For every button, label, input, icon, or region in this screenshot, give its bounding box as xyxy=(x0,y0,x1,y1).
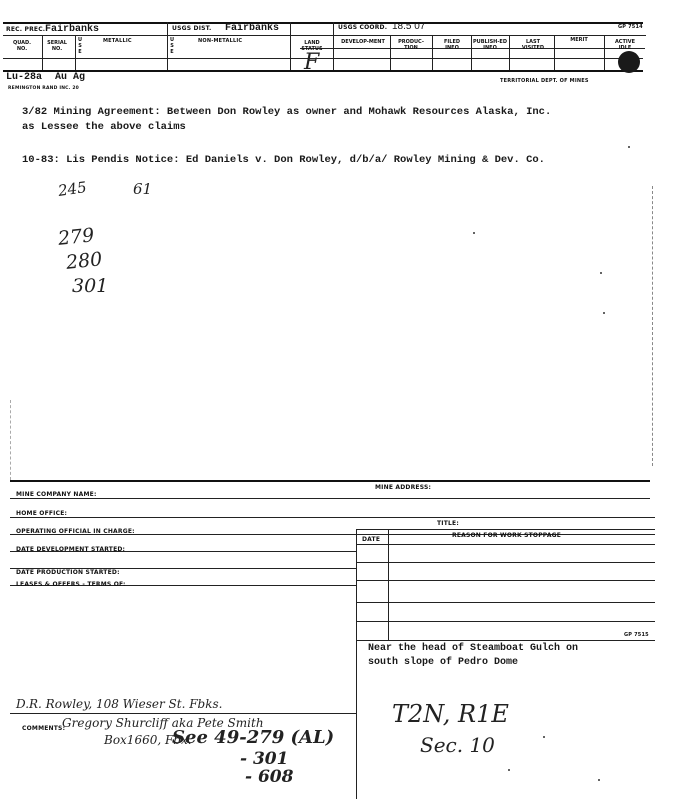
mine-company-name-label: MINE COMPANY NAME: xyxy=(16,491,97,498)
use-letters-2: U S E xyxy=(169,37,175,55)
hand-ref-245: 245 xyxy=(56,178,88,200)
title-label: TITLE: xyxy=(437,520,459,527)
hand-see-ref-608: - 608 xyxy=(245,767,294,787)
date-col-label: DATE xyxy=(362,536,381,543)
land-status-value: F xyxy=(304,50,320,75)
home-office-label: HOME OFFICE: xyxy=(16,510,68,517)
hand-comment-line1: Gregory Shurcliff aka Pete Smith xyxy=(62,716,264,730)
location-line2: south slope of Pedro Dome xyxy=(368,657,519,668)
form-number-bottom: GP 7515 xyxy=(624,632,649,638)
speck xyxy=(628,146,630,148)
speck xyxy=(508,769,510,771)
usgs-coord-label: USGS COORD. xyxy=(338,24,388,31)
nonmetallic-label: NON-METALLIC xyxy=(198,38,243,44)
usgs-coord-value: 18.5 07 xyxy=(392,21,426,32)
hand-ref-279: 279 xyxy=(56,224,96,250)
speck xyxy=(598,779,600,781)
printer-imprint: REMINGTON RAND INC. 20 xyxy=(8,86,79,91)
rec-prec-label: REC. PREC. xyxy=(6,26,46,33)
mine-address-label: MINE ADDRESS: xyxy=(375,484,432,491)
serial-label: SERIAL NO. xyxy=(47,40,67,52)
hand-ref-280: 280 xyxy=(64,248,104,274)
note-mining-agreement-line2: as Lessee the above claims xyxy=(22,121,186,133)
hand-see-ref-301: - 301 xyxy=(240,749,289,769)
leases-label: LEASES & OFFERS - TERMS OF: xyxy=(16,581,126,588)
quad-value: Lu-28a xyxy=(6,72,43,83)
speck xyxy=(600,272,602,274)
date-prod-started-label: DATE PRODUCTION STARTED: xyxy=(16,569,120,576)
note-lis-pendis: 10-83: Lis Pendis Notice: Ed Daniels v. Don Rowley, d/b/a/ Rowley Mining & Dev. Co. xyxy=(22,154,545,166)
usgs-dist-label: USGS DIST. xyxy=(172,25,212,32)
location-line1: Near the head of Steamboat Gulch on xyxy=(368,643,579,654)
operating-official-label: OPERATING OFFICIAL IN CHARGE: xyxy=(16,528,135,535)
filed-info-label: FILED INFO xyxy=(443,39,461,51)
hand-township: T2N, R1E xyxy=(392,700,509,728)
speck xyxy=(603,312,605,314)
usgs-dist-value: Fairbanks xyxy=(225,23,280,34)
published-info-label: PUBLISH-ED INFO xyxy=(472,39,507,51)
speck xyxy=(473,232,475,234)
production-label: PRODUC-TION xyxy=(398,39,424,51)
rec-prec-value: Fairbanks xyxy=(45,24,100,35)
hand-ref-301: 301 xyxy=(72,275,109,297)
hand-comment-line2: Box1660, Fbx. xyxy=(104,733,192,747)
hand-address-line: D.R. Rowley, 108 Wieser St. Fbks. xyxy=(16,697,223,711)
hand-section: Sec. 10 xyxy=(420,733,495,757)
hand-see-ref: See 49-279 (AL) xyxy=(172,727,335,748)
merit-label: MERIT xyxy=(570,37,588,43)
active-idle-label: ACTIVE IDLE xyxy=(614,39,636,51)
quad-label: QUAD. NO. xyxy=(12,40,32,52)
land-status-label: LAND STATUS xyxy=(301,40,323,52)
development-label: DEVELOP-MENT xyxy=(341,39,385,45)
last-visited-label: LAST VISITED xyxy=(521,39,545,51)
metallic-label: METALLIC xyxy=(103,38,132,44)
date-dev-started-label: DATE DEVELOPMENT STARTED: xyxy=(16,546,126,553)
reason-col-label: REASON FOR WORK STOPPAGE xyxy=(452,532,562,539)
serial-value: Au Ag xyxy=(55,72,86,83)
note-mining-agreement-line1: 3/82 Mining Agreement: Between Don Rowley as owner and Mohawk Resources Alaska, Inc. xyxy=(22,106,552,118)
use-letters: U S E xyxy=(77,37,83,55)
comments-label: COMMENTS: xyxy=(22,725,66,732)
speck xyxy=(543,736,545,738)
territorial-dept: TERRITORIAL DEPT. OF MINES xyxy=(500,78,589,84)
hand-ref-61: 61 xyxy=(133,180,153,198)
form-number-top: GP 7514 xyxy=(618,24,643,30)
